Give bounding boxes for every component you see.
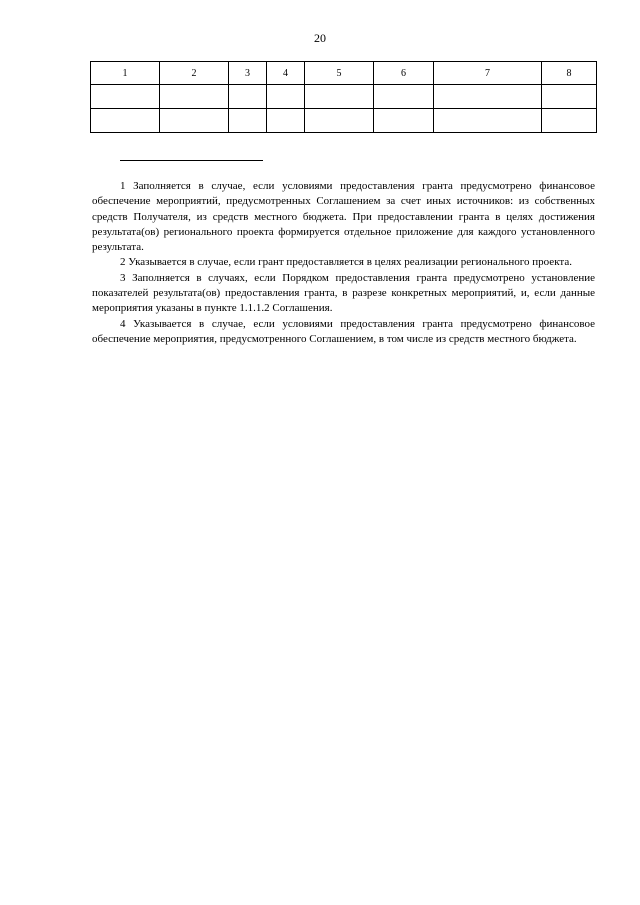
results-table — [90, 61, 597, 133]
table-cell — [374, 109, 434, 133]
column-number-cell: 4 — [267, 62, 305, 85]
table-cell — [229, 109, 267, 133]
table-cell — [434, 109, 542, 133]
column-number-cell: 6 — [374, 62, 434, 85]
column-number-cell: 5 — [305, 62, 374, 85]
table-header-row — [91, 62, 597, 85]
page-number: 20 — [314, 31, 326, 45]
table-cell — [434, 85, 542, 109]
table-cell — [267, 109, 305, 133]
column-number-cell: 7 — [434, 62, 542, 85]
footnote-mark: 3 — [120, 271, 126, 284]
table-cell — [542, 109, 597, 133]
table-cell — [305, 85, 374, 109]
footnote-text: Указывается в случае, если условиями предоставления гранта предусмотрено финансовое обеспечение мероприятия, предусмотренного Соглашением, в том числе из средств местного бюджета. — [92, 317, 596, 345]
table-cell — [374, 85, 434, 109]
table-row — [91, 109, 597, 133]
table-cell — [305, 109, 374, 133]
table-cell — [91, 85, 160, 109]
table-cell — [160, 85, 229, 109]
footnotes-section — [92, 179, 595, 347]
footnote-text: Указывается в случае, если грант предоставляется в целях реализации регионального проекта. — [128, 256, 572, 269]
footnote-2 — [92, 255, 595, 270]
footnote-3 — [92, 271, 595, 317]
footnote-text: Заполняется в случае, если условиями предоставления гранта предусмотрено финансовое обеспечение мероприятий, предусмотренных Соглашением за счет иных источников: из собственных средств Получателя, из средств местного бюджета. При предоставлении гранта в целях достижения результата(ов) регионального проекта формируется отдельное приложение для каждого установленного результата. — [92, 180, 595, 254]
table-row — [91, 85, 597, 109]
column-number-cell: 2 — [160, 62, 229, 85]
table-cell — [160, 109, 229, 133]
table-cell — [91, 109, 160, 133]
footnote-mark: 4 — [120, 317, 126, 330]
column-number-cell: 1 — [91, 62, 160, 85]
footnote-mark: 2 — [120, 256, 126, 269]
footnote-mark: 1 — [120, 180, 126, 192]
table-cell — [267, 85, 305, 109]
table-cell — [229, 85, 267, 109]
footnote-4 — [92, 317, 595, 348]
column-number-cell: 8 — [542, 62, 597, 85]
column-number-cell: 3 — [229, 62, 267, 85]
footnote-separator — [120, 160, 263, 161]
table-cell — [542, 85, 597, 109]
footnote-1 — [92, 179, 595, 255]
footnote-text: Заполняется в случаях, если Порядком предоставления гранта предусмотрено установление показателей результата(ов) предоставления гранта, в разрезе конкретных мероприятий, и, если данные мероприятия указаны в пункте 1.1.1.2 Соглашения. — [92, 271, 596, 315]
